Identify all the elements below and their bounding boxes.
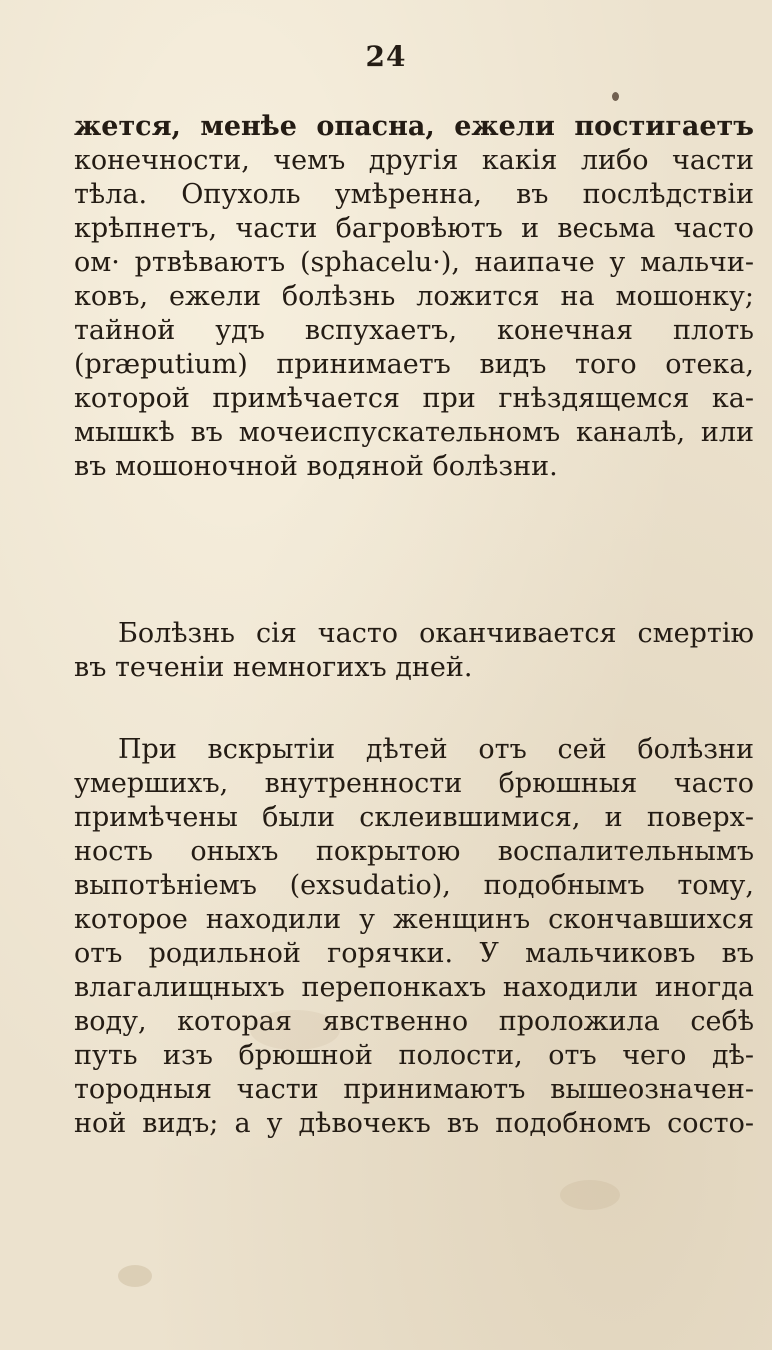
text-line: умершихъ, внутренности брюшныя часто bbox=[74, 768, 754, 799]
text-line: влагалищныхъ перепонкахъ находили иногда bbox=[74, 972, 754, 1003]
text-line: воду, которая явственно проложила себѣ bbox=[74, 1006, 754, 1037]
text-line: конечности, чемъ другія какія либо части bbox=[74, 145, 754, 176]
text-line: При вскрытіи дѣтей отъ сей болѣзни bbox=[118, 734, 754, 765]
text-line: отъ родильной горячки. У мальчиковъ въ bbox=[74, 938, 754, 969]
paper-stain bbox=[560, 1180, 620, 1210]
paragraph-2 bbox=[74, 617, 754, 685]
text-line: путь изъ брюшной полости, отъ чего дѣ- bbox=[74, 1040, 754, 1071]
text-line: которое находили у женщинъ скончавшихся bbox=[74, 904, 754, 935]
text-line: ковъ, ежели болѣзнь ложится на мошонку; bbox=[74, 281, 754, 312]
page-number: 24 bbox=[365, 40, 407, 73]
text-line: мышкѣ въ мочеиспускательномъ каналѣ, или bbox=[74, 417, 754, 448]
text-line: примѣчены были склеившимися, и поверх- bbox=[74, 802, 754, 833]
text-line: тѣла. Опухоль умѣренна, въ послѣдствіи bbox=[74, 179, 754, 210]
paper-stain bbox=[612, 92, 619, 101]
text-line: въ мошоночной водяной болѣзни. bbox=[74, 451, 558, 482]
text-line: выпотѣніемъ (exsudatio), подобнымъ тому, bbox=[74, 870, 754, 901]
text-line: Болѣзнь сія часто оканчивается смертію bbox=[118, 618, 754, 649]
text-line: ом· ртвѣваютъ (sphacelu·), наипаче у мальчи- bbox=[74, 247, 754, 278]
paper-stain bbox=[118, 1265, 152, 1287]
text-line: крѣпнетъ, части багровѣютъ и весьма часто bbox=[74, 213, 754, 244]
text-line: тородныя части принимаютъ вышеозначен- bbox=[74, 1074, 754, 1105]
text-line: жется, менѣе опасна, ежели постигаетъ bbox=[74, 111, 754, 142]
text-line: ной видъ; а у дѣвочекъ въ подобномъ состо- bbox=[74, 1108, 754, 1139]
text-line: которой примѣчается при гнѣздящемся ка- bbox=[74, 383, 754, 414]
text-line: въ теченіи немногихъ дней. bbox=[74, 652, 473, 683]
text-line: ность оныхъ покрытою воспалительнымъ bbox=[74, 836, 754, 867]
text-line: (præputium) принимаетъ видъ того отека, bbox=[74, 349, 754, 380]
text-line: тайной удъ вспухаетъ, конечная плоть bbox=[74, 315, 754, 346]
paragraph-3 bbox=[74, 733, 754, 1141]
paragraph-1 bbox=[74, 110, 754, 484]
